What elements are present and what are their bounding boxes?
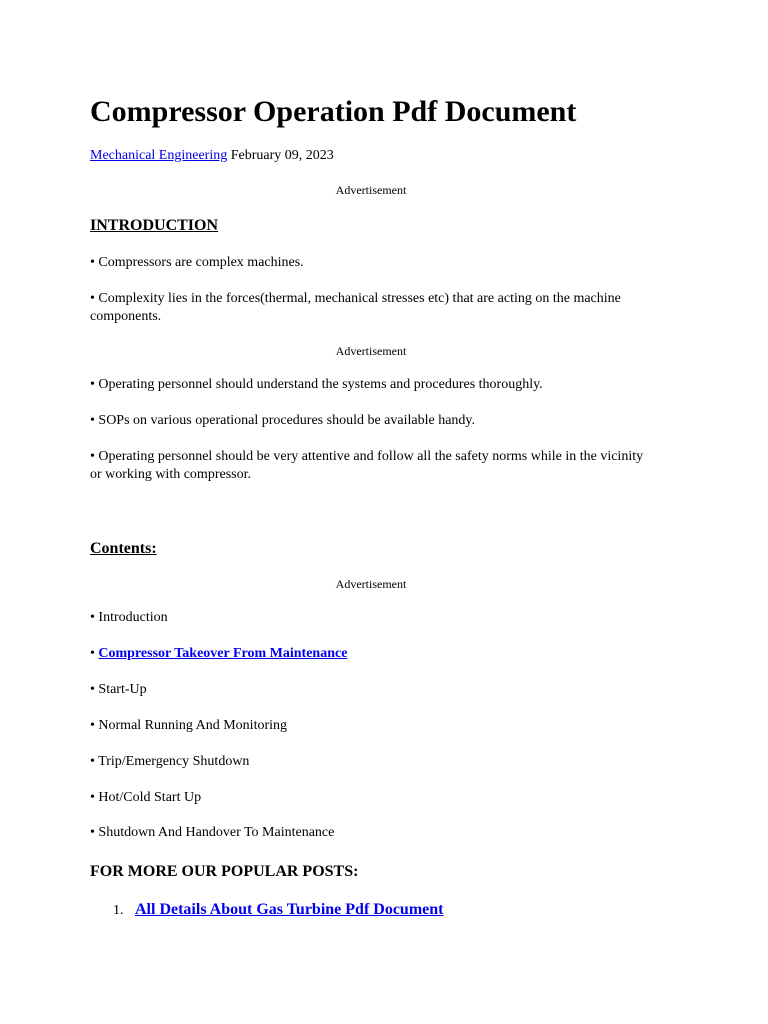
popular-posts-heading: FOR MORE OUR POPULAR POSTS: [90,863,359,880]
compressor-takeover-link[interactable]: Compressor Takeover From Maintenance [98,646,348,661]
contents-item: • Trip/Emergency Shutdown [90,754,250,769]
contents-item [90,645,650,663]
contents-heading: Contents: [90,540,157,557]
introduction-heading: INTRODUCTION [90,217,219,234]
contents-item: • Normal Running And Monitoring [90,718,288,733]
list-number: 1. [113,903,124,918]
intro-paragraph: • Complexity lies in the forces(thermal, mechanical stresses etc) that are acting on the machine components. [90,291,621,324]
bullet: • [90,646,99,661]
contents-item: • Introduction [90,610,168,625]
intro-paragraph: • Operating personnel should be very attentive and follow all the safety norms while in the vicinity or working with compressor. [90,449,644,482]
advertisement-label: Advertisement [335,344,407,358]
intro-paragraph: • SOPs on various operational procedures should be available handy. [90,413,476,428]
category-link[interactable]: Mechanical Engineering [90,148,228,163]
publish-date: February 09, 2023 [230,148,334,163]
intro-paragraph: • Operating personnel should understand the systems and procedures thoroughly. [90,377,543,392]
article-meta [90,147,334,165]
intro-paragraph: • Compressors are complex machines. [90,255,304,270]
advertisement-label: Advertisement [335,183,407,197]
contents-item: • Shutdown And Handover To Maintenance [90,825,335,840]
contents-item: • Hot/Cold Start Up [90,790,202,805]
gas-turbine-post-link[interactable]: All Details About Gas Turbine Pdf Document [135,901,444,918]
popular-post-item [113,900,443,921]
advertisement-label: Advertisement [335,577,407,591]
page-title: Compressor Operation Pdf Document [90,95,577,128]
contents-item: • Start-Up [90,682,147,697]
